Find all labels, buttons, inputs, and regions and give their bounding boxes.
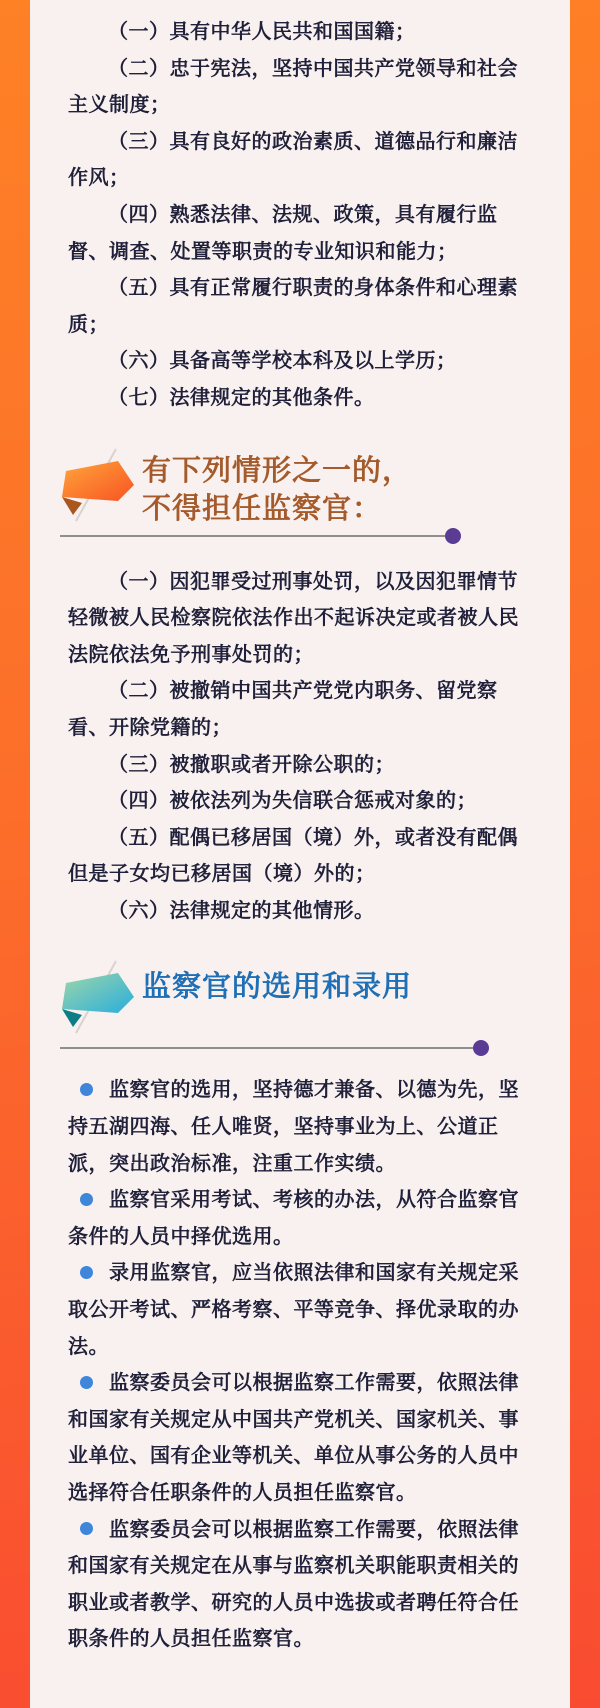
qualification-list <box>68 14 532 417</box>
bullet-item <box>68 1365 532 1511</box>
bullet-text: 监察官采用考试、考核的办法，从符合监察官条件的人员中择优选用。 <box>68 1189 519 1248</box>
list-item: （五）具有正常履行职责的身体条件和心理素质； <box>68 277 518 336</box>
bullet-text: 录用监察官，应当依照法律和国家有关规定采取公开考试、严格考察、平等竞争、择优录取的办法。 <box>68 1262 519 1358</box>
divider-dot-icon <box>473 1040 489 1056</box>
section-title-disqualification <box>142 452 412 528</box>
list-item: （七）法律规定的其他条件。 <box>108 386 375 409</box>
disqualification-list <box>68 564 532 930</box>
list-item: （五）配偶已移居国（境）外，或者没有配偶但是子女均已移居国（境）外的； <box>68 826 518 886</box>
bullet-dot-icon <box>80 1083 93 1096</box>
divider-dot-icon <box>445 528 461 544</box>
content-panel <box>30 0 570 1708</box>
section-header-disqualification <box>54 447 532 528</box>
selection-bullet-list <box>68 1072 532 1658</box>
teal-flag-icon <box>54 959 142 1040</box>
section-title-selection: 监察官的选用和录用 <box>142 971 413 1004</box>
list-item: （二）忠于宪法，坚持中国共产党领导和社会主义制度； <box>68 57 518 117</box>
bullet-dot-icon <box>80 1266 93 1279</box>
list-item: （六）具备高等学校本科及以上学历； <box>108 350 457 373</box>
divider-line <box>60 1047 474 1049</box>
list-item: （三）被撤职或者开除公职的； <box>108 753 395 776</box>
bullet-item <box>68 1255 532 1365</box>
bullet-text: 监察委员会可以根据监察工作需要，依照法律和国家有关规定从中国共产党机关、国家机关、事业单位、国有企业等机关、单位从事公务的人员中选择符合任职条件的人员担任监察官。 <box>68 1372 519 1504</box>
list-item: （六）法律规定的其他情形。 <box>108 899 375 922</box>
divider-line <box>60 535 446 537</box>
bullet-text: 监察委员会可以根据监察工作需要，依照法律和国家有关规定在从事与监察机关职能职责相关的职业或者教学、研究的人员中选拔或者聘任符合任职条件的人员担任监察官。 <box>68 1518 519 1651</box>
bullet-dot-icon <box>80 1522 93 1535</box>
bullet-dot-icon <box>80 1376 93 1389</box>
section-title-line: 有下列情形之一的， <box>142 454 413 487</box>
section-title-line: 不得担任监察官： <box>142 492 383 525</box>
bullet-text: 监察官的选用，坚持德才兼备、以德为先，坚持五湖四海、任人唯贤，坚持事业为上、公道正派，突出政治标准，注重工作实绩。 <box>68 1079 519 1175</box>
list-item: （一）因犯罪受过刑事处罚，以及因犯罪情节轻微被人民检察院依法作出不起诉决定或者被人民法院依法免予刑事处罚的； <box>68 570 519 666</box>
bullet-item <box>68 1072 532 1182</box>
list-item: （一）具有中华人民共和国国籍； <box>108 21 416 43</box>
bullet-item <box>68 1512 532 1658</box>
section-divider <box>60 1040 532 1056</box>
list-item: （三）具有良好的政治素质、道德品行和廉洁作风； <box>68 130 518 190</box>
orange-flag-icon <box>54 447 142 528</box>
section-divider <box>60 528 532 544</box>
section-header-selection <box>54 959 532 1040</box>
list-item: （四）熟悉法律、法规、政策，具有履行监督、调查、处置等职责的专业知识和能力； <box>68 203 498 263</box>
bullet-item <box>68 1182 532 1255</box>
bullet-dot-icon <box>80 1193 93 1206</box>
list-item: （二）被撤销中国共产党党内职务、留党察看、开除党籍的； <box>68 680 498 739</box>
list-item: （四）被依法列为失信联合惩戒对象的； <box>108 790 477 813</box>
